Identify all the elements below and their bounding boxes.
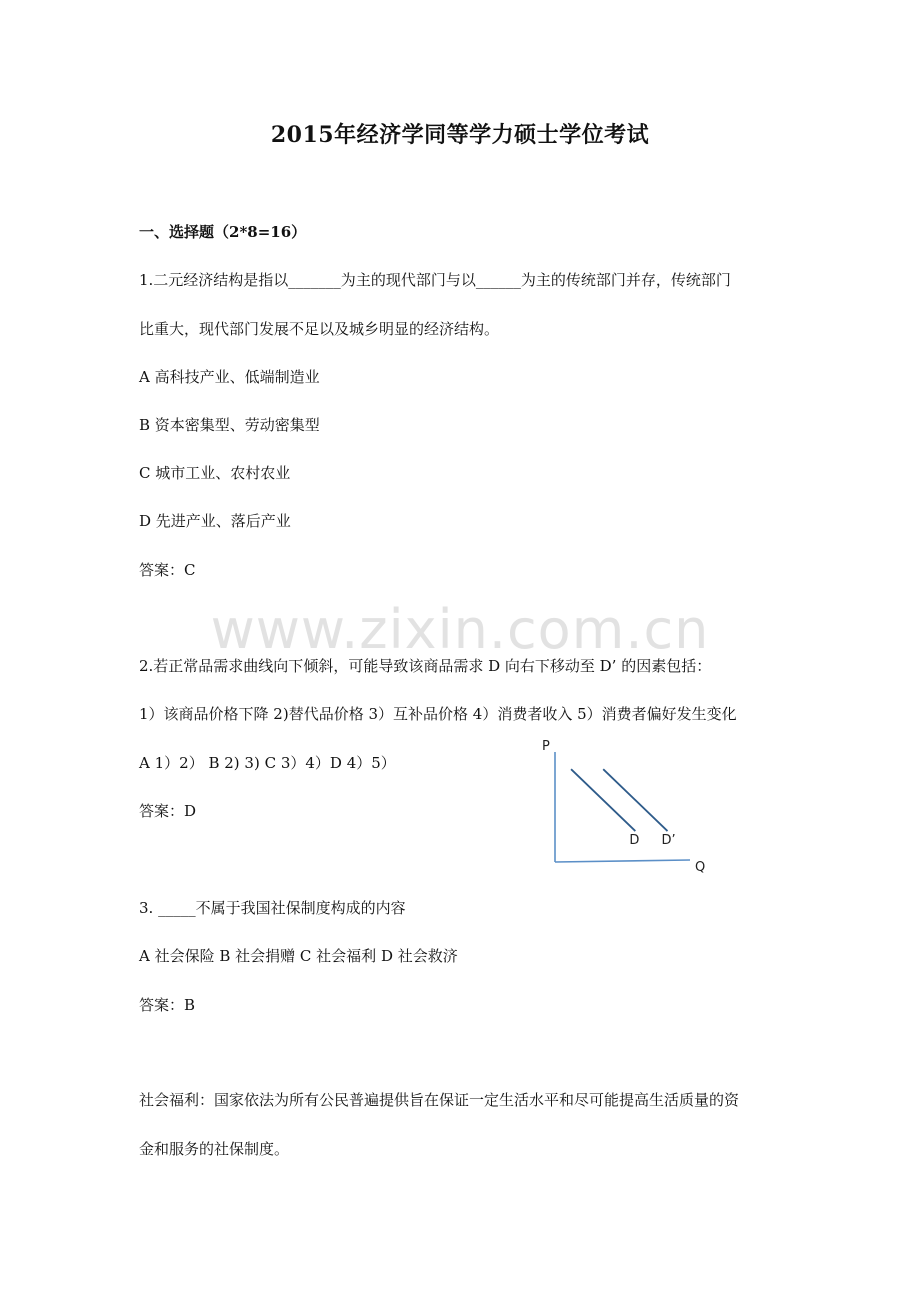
x-axis xyxy=(555,860,690,862)
q3-stem: 3. _____不属于我国社保制度构成的内容 xyxy=(139,899,406,917)
y-axis-label: P xyxy=(542,740,550,754)
q3-answer: 答案：B xyxy=(139,996,196,1014)
q2-answer: 答案：D xyxy=(139,802,197,820)
x-axis-label: Q xyxy=(695,860,706,875)
watermark: www.zixin.com.cn xyxy=(210,598,710,661)
q1-option-c: C 城市工业、农村农业 xyxy=(139,464,291,482)
q1-option-d: D 先进产业、落后产业 xyxy=(139,512,291,530)
q1-option-b: B 资本密集型、劳动密集型 xyxy=(139,416,320,434)
q1-answer: 答案：C xyxy=(139,561,196,579)
q1-stem-line2: 比重大，现代部门发展不足以及城乡明显的经济结构。 xyxy=(139,320,500,338)
demand-curve-label-2: D’ xyxy=(661,833,676,849)
section-header: 一、选择题（2*8=16） xyxy=(139,223,307,241)
q2-stem: 2.若正常品需求曲线向下倾斜，可能导致该商品需求 D 向右下移动至 D’ 的因素包括： xyxy=(139,657,712,675)
q2-options: A 1）2） B 2) 3) C 3）4）D 4）5） xyxy=(139,754,396,772)
demand-curve-1 xyxy=(571,769,635,831)
q2-factors: 1）该商品价格下降 2)替代品价格 3）互补品价格 4）消费者收入 5）消费者偏好发生变化 xyxy=(139,705,737,723)
note-line1: 社会福利：国家依法为所有公民普遍提供旨在保证一定生活水平和尽可能提高生活质量的资 xyxy=(139,1091,740,1109)
demand-curve-2 xyxy=(603,769,667,831)
q1-option-a: A 高科技产业、低端制造业 xyxy=(139,368,320,386)
page-title: 2015年经济学同等学力硕士学位考试 xyxy=(270,122,650,148)
q3-options: A 社会保险 B 社会捐赠 C 社会福利 D 社会救济 xyxy=(139,947,458,965)
note-line2: 金和服务的社保制度。 xyxy=(139,1140,290,1158)
q1-stem-line1: 1.二元经济结构是指以_______为主的现代部门与以______为主的传统部门并存，传统部门 xyxy=(139,271,731,289)
demand-shift-chart xyxy=(535,740,725,880)
demand-curve-label-1: D xyxy=(629,833,640,849)
series-group xyxy=(571,769,676,848)
